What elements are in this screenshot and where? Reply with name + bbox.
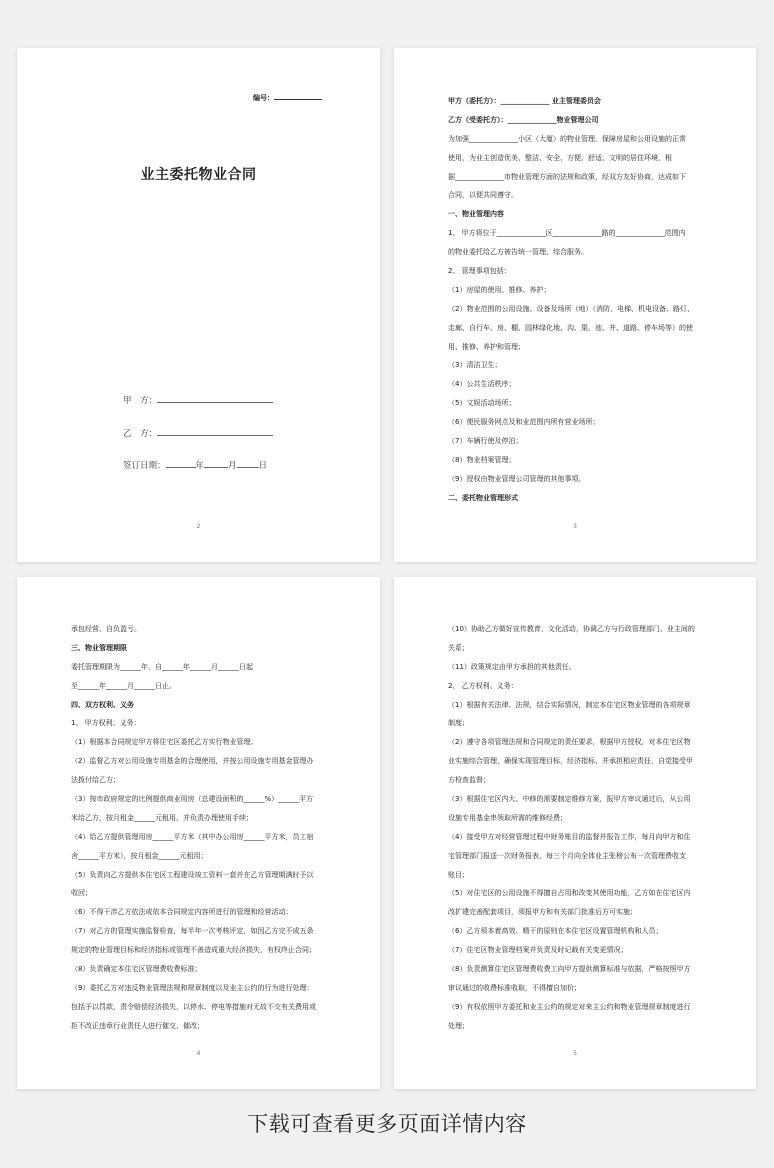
text-line: （10）协助乙方做好宣传教育、文化活动，协调乙方与行政管理部门、业主间的 [448, 625, 695, 633]
sign-month-label: 月 [228, 461, 237, 471]
text-line: （2）遵守各项管理法规和合同规定的责任要求，根据甲方授权，对本住宅区物 [448, 738, 691, 747]
text-line: 法拨付给乙方； [71, 776, 120, 785]
text-line: （3）清洁卫生； [448, 361, 502, 370]
text-line: （6）乙方须本着高效、精干的原则在本住宅区设置管理机构和人员； [448, 927, 663, 936]
text-line: （1）根据本合同规定甲方将住宅区委托乙方实行物业管理； [71, 738, 258, 747]
document-page-3 [394, 48, 756, 562]
text-line: （5）文娱活动场所； [448, 399, 516, 408]
text-line: 米给乙方，按月租金______元租用，并负责办理使用手续； [71, 813, 253, 822]
text-line: （3）根据住宅区内大、中修的需要制定维修方案，报甲方审议通过后，从公用 [448, 795, 691, 804]
text-line: 1、 甲方权利、义务： [71, 719, 141, 728]
page-5-body [448, 620, 702, 1036]
text-line: 业实施综合管理，确保实现管理目标，经济指标，并承担相应责任，自觉接受甲 [448, 757, 693, 766]
text-line: （8）物业档案管理； [448, 455, 516, 464]
section-heading: 三、物业管理期限 [71, 643, 127, 652]
text-line: （5）负责向乙方提供本住宅区工程建设竣工资料一套并在乙方管理期满时予以 [71, 870, 314, 879]
text-line: （8）负责测算住宅区管理费收费工向甲方提供测算标准与依据，严格按照甲方 [448, 965, 691, 974]
text-line: （7）住宅区物业管理档案并负责及时记载有关变更情况； [448, 946, 628, 955]
text-line: （7）车辆行使及停泊； [448, 437, 523, 446]
contract-number-label: 编号： [253, 94, 274, 102]
sign-day-label: 日 [258, 461, 268, 471]
page-3-body [448, 92, 702, 508]
section-heading: 甲方（委托方）：______________ 业主管理委员会 [448, 97, 601, 105]
text-line: 至______年______月______日止。 [71, 681, 176, 690]
page-4-body [71, 620, 326, 1036]
text-line: （1）根据有关法律、法规，结合实际情况，制定本住宅区物业管理的各项规章 [448, 700, 691, 709]
download-caption: 下载可查看更多页面详情内容 [247, 1112, 527, 1136]
party-a-label: 甲 方： [123, 396, 158, 406]
text-line: 用、推修、养护和管理； [448, 342, 525, 351]
text-line: （6）不得干涉乙方依法或依本合同规定内容所进行的管理和经营活动； [71, 908, 293, 917]
text-line: 承包经营、自负盈亏。 [71, 625, 141, 633]
sign-date-label: 签订日期： [123, 461, 166, 471]
text-line: 舍______平方米），按月租金______元租用； [71, 851, 208, 860]
text-line: （1）房屋的使用、推修、养护； [448, 285, 551, 294]
text-line: （2）监督乙方对公用设施专用基金的合理使用，并按公用设施专用基金管理办 [71, 757, 314, 766]
text-line: （4）接受甲方对经营管理过程中财务账目的监督并报告工作，每月向甲方和住 [448, 832, 691, 841]
party-b-signature [123, 427, 273, 439]
text-line: （2）物业范围的公用设施、设备及场所（地）（消防、电梯、机电设备、路灯、 [448, 304, 694, 313]
party-b-label: 乙 方： [123, 429, 158, 439]
text-line: 使用，为业主创造优美、整洁、安全、方便、舒适、文明的居住环境，根 [448, 153, 672, 162]
text-line: 走廊、自行车、房、棚、园林绿化地、沟、渠、池、井、道路、停车场等）的使 [448, 323, 693, 332]
text-line: 1、 甲方将位于______________区______________路的______________范围内 [448, 229, 686, 238]
sign-year-blank [166, 459, 196, 468]
sign-date [123, 459, 267, 471]
text-line: 为加强______________小区（大厦）的物业管理，保障房屋和公用设施的正常 [448, 134, 686, 143]
text-line: （9）委托乙方对违反物业管理法规和规章制度以及业主公约的行为进行处理： [71, 983, 314, 992]
text-line: （4）公共生活秩序； [448, 380, 516, 389]
document-page-2 [17, 48, 380, 562]
party-b-blank [157, 427, 273, 436]
text-line: （9）授权由物业管理公司管理的其他事项。 [448, 474, 586, 483]
text-line: 关系； [448, 643, 469, 652]
text-line: （8）负责确定本住宅区管理费收费标准； [71, 965, 202, 974]
text-line: 委托管理期限为______年，自______年______月______日起 [71, 662, 253, 671]
text-line: （3）按市政府规定的比例提供商业用房（总建设面积的______%）______平方 [71, 795, 314, 804]
text-line: 改扩建完善配套项目，须报甲方和有关部门批准后方可实施； [448, 908, 637, 917]
text-line: （6）便民服务网点及和业范围内所有营业场所； [448, 418, 600, 427]
text-line: 宅管理部门报送一次财务报表，每三个月向全体业主张榜公布一次管理费收支 [448, 851, 686, 860]
document-page-5 [394, 577, 756, 1089]
party-a-blank [157, 394, 273, 403]
text-line: 合同，以便共同遵守。 [448, 191, 518, 200]
text-line: 方检查监督； [448, 776, 490, 785]
text-line: 处理； [448, 1021, 469, 1030]
contract-number [253, 92, 322, 103]
sign-day-blank [237, 459, 259, 468]
text-line: 收回； [71, 889, 92, 898]
contract-number-blank [274, 92, 322, 100]
section-heading: 乙方（受委托方）：______________物业管理公司 [448, 115, 599, 124]
text-line: 审议通过的收费标准收取，不得擅自加价； [448, 983, 581, 992]
text-line: （11）政策规定由甲方承担的其他责任。 [448, 662, 576, 671]
page-number: 4 [196, 1050, 201, 1057]
text-line: 2、 乙方权利、义务： [448, 681, 518, 690]
section-heading: 四、双方权利、义务 [71, 700, 134, 709]
section-heading: 二、委托物业管理形式 [448, 493, 518, 502]
page-number: 3 [573, 523, 577, 530]
text-line: 设施专用基金串领取所需的维修经费； [448, 813, 567, 822]
text-line: 拒不改正违章行业责任人进行催交、催改； [71, 1021, 204, 1030]
party-a-signature [123, 394, 273, 406]
document-page-4 [17, 577, 380, 1089]
page-number: 2 [196, 523, 201, 530]
text-line: 包括予以罚款、责令赔偿经济损失，以停水、停电等措施对无故不交有关费用或 [71, 1002, 316, 1011]
text-line: 规定的物业管理目标和经济指标或管理不善造成重大经济损失，有权终止合同； [71, 946, 316, 955]
text-line: 据______________市物业管理方面的法规和政策，经双方友好协商，达成如下 [448, 172, 686, 181]
text-line: 的物业委托给乙方被告统一管理、综合服务。 [448, 248, 588, 257]
text-line: （4）给乙方提供管理用房______平方米（其中办公用房______平方米，员工宿 [71, 832, 314, 841]
text-line: （9）有权依照甲方委托和业主公约的规定对来主公约和物业管理规章制度进行 [448, 1002, 691, 1011]
page-number: 5 [573, 1050, 577, 1057]
text-line: 账目； [448, 870, 469, 879]
text-line: （5）对住宅区的公用设施不得擅自占用和改变其使用功能，乙方如在住宅区内 [448, 889, 691, 898]
contract-title: 业主委托物业合同 [140, 167, 257, 183]
sign-month-blank [204, 459, 228, 468]
text-line: 制度； [448, 719, 469, 728]
text-line: （7）对乙方的管理实施监督检查，每半年一次考核评定，如因乙方完不成五条 [71, 927, 314, 936]
section-heading: 一、物业管理内容 [448, 210, 504, 219]
text-line: 2、 管理事项包括： [448, 267, 511, 276]
sign-year-label: 年 [195, 461, 205, 471]
